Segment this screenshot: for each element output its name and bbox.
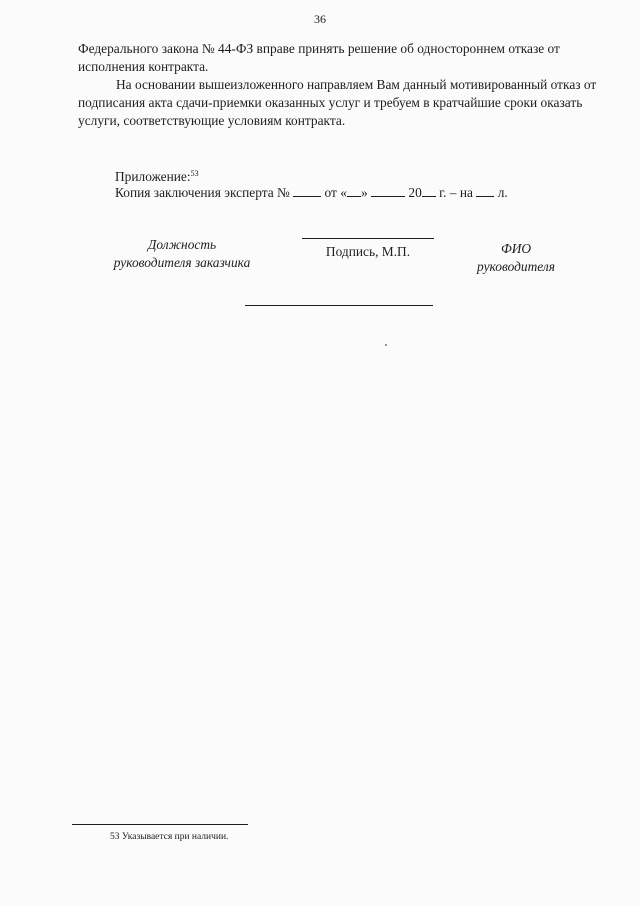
fio-line2: руководителя — [477, 259, 555, 274]
position-caption — [70, 236, 294, 272]
fio-line1: ФИО — [500, 241, 532, 256]
paragraph-legal-basis: Федерального закона № 44-ФЗ вправе принять решение об одностороннем отказе от исполнения контракта. — [78, 41, 560, 74]
day-blank — [347, 184, 361, 197]
appendix-label-line — [115, 165, 199, 186]
appendix-copy-line — [115, 184, 508, 202]
footnote: 53 Указывается при наличии. — [110, 832, 229, 842]
body-text — [78, 40, 610, 130]
appendix-label: Приложение: — [115, 169, 191, 184]
copy-prefix: Копия заключения эксперта № — [115, 185, 290, 200]
footnote-reference: 53 — [190, 169, 199, 178]
position-line2: руководителя заказчика — [113, 255, 251, 270]
signature-label: Подпись, М.П. — [325, 244, 411, 259]
separator-line — [245, 305, 433, 306]
signature-block — [302, 238, 434, 261]
sheets-suffix: л. — [497, 185, 508, 200]
month-blank — [371, 184, 405, 197]
number-blank — [293, 184, 321, 197]
year-blank — [422, 184, 436, 197]
year-suffix: г. – на — [439, 185, 473, 200]
page-number: 36 — [314, 12, 326, 26]
year-prefix: 20 — [408, 185, 422, 200]
signature-line — [302, 238, 434, 239]
scan-speck — [385, 344, 387, 346]
footnote-rule — [72, 824, 248, 825]
quote-close: » — [360, 185, 368, 200]
paragraph-refusal: На основании вышеизложенного направляем Вам данный мотивированный отказ от подписания акта сдачи-приемки оказанных услуг и требуем в кратчайшие сроки оказать услуги, соответствующие условиям контракта. — [78, 77, 597, 128]
position-line1: Должность — [147, 237, 217, 252]
fio-caption — [462, 240, 570, 276]
sheets-blank — [476, 184, 494, 197]
from-word: от « — [324, 185, 347, 200]
